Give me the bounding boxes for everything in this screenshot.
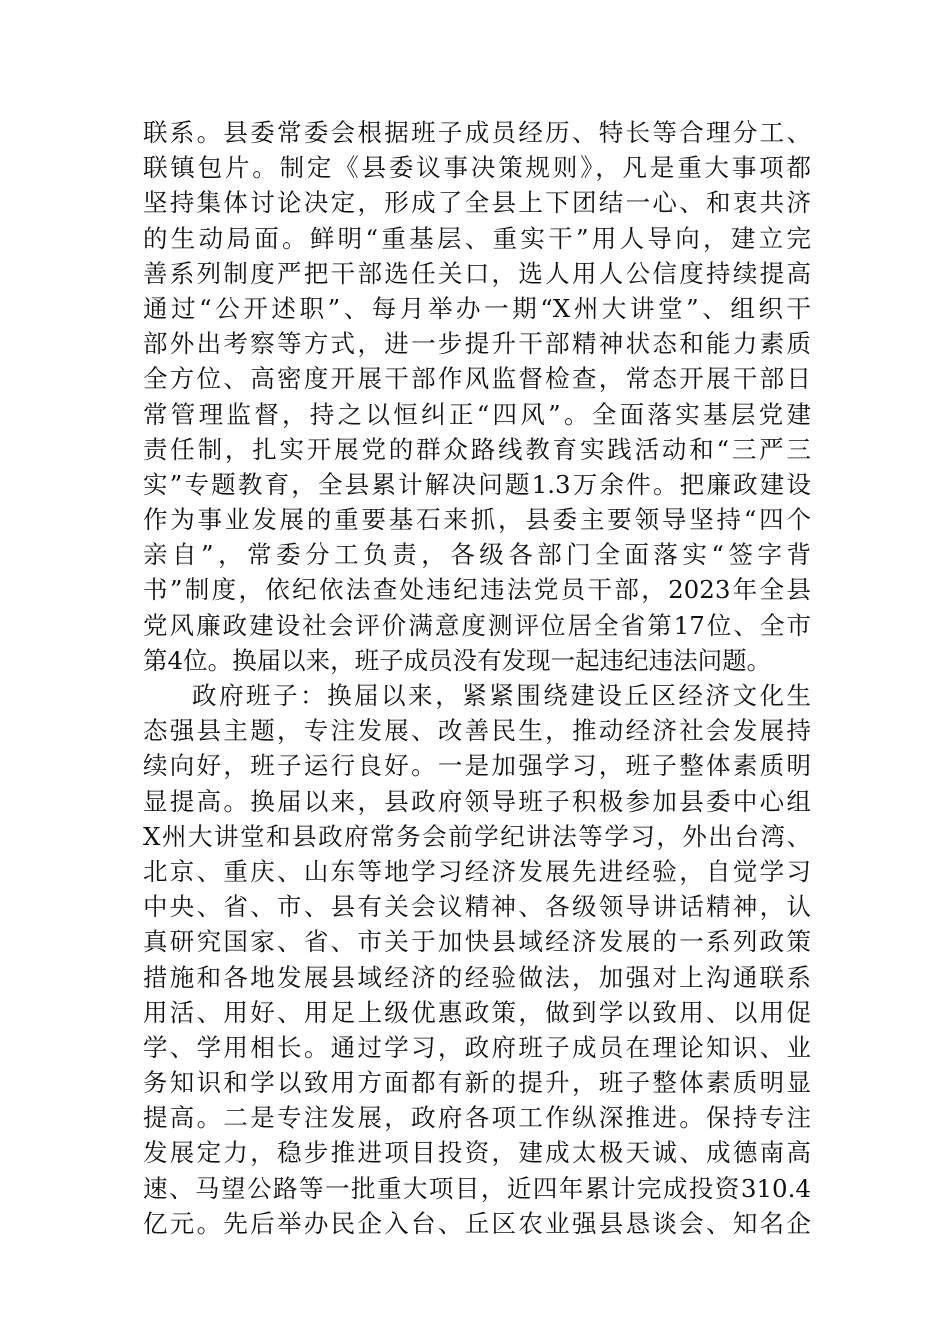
text-line: 善系列制度严把干部选任关口，选人用人公信度持续提高	[143, 258, 811, 288]
text-line: 联系。县委常委会根据班子成员经历、特长等合理分工、	[143, 118, 811, 147]
text-line: 中央、省、市、县有关会议精神、各级领导讲话精神，认	[143, 892, 811, 922]
text-line: 发展定力，稳步推进项目投资，建成太极天诚、成德南高	[143, 1138, 811, 1168]
text-line: 常管理监督，持之以恒纠正“四风”。全面落实基层党建	[143, 399, 811, 429]
text-line: 北京、重庆、山东等地学习经济发展先进经验，自觉学习	[143, 856, 811, 886]
text-line: 措施和各地发展县域经济的经验做法，加强对上沟通联系	[143, 962, 811, 992]
text-line: 实”专题教育，全县累计解决问题1.3万余件。把廉政建设	[143, 469, 811, 499]
paragraph-first-line: 政府班子：换届以来，紧紧围绕建设丘区经济文化生	[192, 681, 811, 710]
text-line: 学、学用相长。通过学习，政府班子成员在理论知识、业	[143, 1032, 811, 1062]
text-line: X州大讲堂和县政府常务会前学纪讲法等学习，外出台湾、	[143, 821, 811, 851]
text-line: 亲自”，常委分工负责，各级各部门全面落实“签字背	[143, 540, 811, 570]
text-line: 部外出考察等方式，进一步提升干部精神状态和能力素质	[143, 329, 811, 359]
text-line: 提高。二是专注发展，政府各项工作纵深推进。保持专注	[143, 1103, 811, 1133]
text-line: 务知识和学以致用方面都有新的提升，班子整体素质明显	[143, 1068, 811, 1098]
text-line: 真研究国家、省、市关于加快县域经济发展的一系列政策	[143, 927, 811, 957]
text-line: 坚持集体讨论决定，形成了全县上下团结一心、和衷共济	[143, 188, 811, 218]
text-line: 续向好，班子运行良好。一是加强学习，班子整体素质明	[143, 751, 811, 781]
text-line: 的生动局面。鲜明“重基层、重实干”用人导向，建立完	[143, 223, 811, 253]
text-line: 责任制，扎实开展党的群众路线教育实践活动和“三严三	[143, 434, 811, 464]
text-line: 全方位、高密度开展干部作风监督检查，常态开展干部日	[143, 364, 811, 394]
text-line: 通过“公开述职”、每月举办一期“X州大讲堂”、组织干	[143, 293, 811, 323]
text-line: 显提高。换届以来，县政府领导班子积极参加县委中心组	[143, 786, 811, 816]
text-line: 速、马望公路等一批重大项目，近四年累计完成投资310.4	[143, 1173, 811, 1203]
text-line: 用活、用好、用足上级优惠政策，做到学以致用、以用促	[143, 997, 811, 1027]
text-line: 亿元。先后举办民企入台、丘区农业强县恳谈会、知名企	[143, 1208, 811, 1238]
text-line: 党风廉政建设社会评价满意度测评位居全省第17位、全市	[143, 610, 811, 640]
text-line: 联镇包片。制定《县委议事决策规则》，凡是重大事项都	[143, 153, 811, 183]
text-line: 书”制度，依纪依法查处违纪违法党员干部，2023年全县	[143, 575, 811, 605]
text-line: 态强县主题，专注发展、改善民生，推动经济社会发展持	[143, 716, 811, 746]
text-line: 第4位。换届以来，班子成员没有发现一起违纪违法问题。	[143, 645, 772, 675]
text-line: 作为事业发展的重要基石来抓，县委主要领导坚持“四个	[143, 505, 811, 535]
document-body	[143, 115, 811, 1241]
